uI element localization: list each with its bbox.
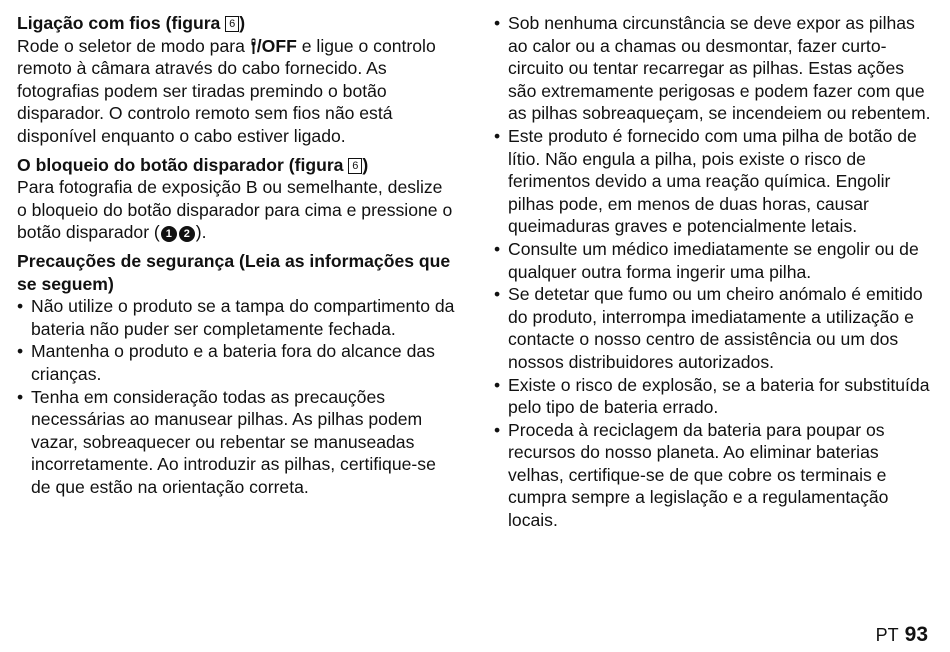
safety-section (17, 250, 457, 499)
lock-heading: O bloqueio do botão disparador (figura 6 ) (17, 154, 369, 175)
list-item: • Existe o risco de explosão, se a bateria for substituída pelo tipo de bateria errado. (494, 374, 934, 419)
list-item: • Este produto é fornecido com uma pilha de botão de lítio. Não engula a pilha, pois existe o risco de ferimentos devido a uma reação química. Engolir pilhas pode, em menos de duas horas, causar queimaduras graves e potencialmente letais. (494, 125, 934, 238)
list-item: • Proceda à reciclagem da bateria para poupar os recursos do nosso planeta. Ao eliminar baterias velhas, certifique-se de que cobre os terminais e cumpra sempre a legislação e a regulamentação locais. (494, 419, 934, 532)
figure-ref: 6 (225, 16, 239, 32)
safety-list-left (17, 295, 457, 498)
page-footer (876, 624, 928, 647)
wired-section (17, 12, 457, 148)
list-item: • Tenha em consideração todas as precauções necessárias ao manusear pilhas. As pilhas podem vazar, sobreaquecer ou rebentar se manuseadas incorretamente. Ao introduzir as pilhas, certifique-se de que estão na orientação correta. (17, 386, 457, 499)
lock-section (17, 154, 457, 244)
remote-mode-icon (250, 38, 257, 54)
list-item: • Sob nenhuma circunstância se deve expor as pilhas ao calor ou a chamas ou desmontar, fazer curto-circuito ou tentar recarregar as pilhas. Estas ações são extremamente perigosas e podem fazer com que as pilhas sobreaqueçam, se incendeiem ou rebentem. (494, 12, 934, 125)
step-1-icon: 1 (161, 226, 177, 242)
language-code: PT (875, 625, 899, 645)
list-item: • Consulte um médico imediatamente se engolir ou de qualquer outra forma ingerir uma pilha. (494, 238, 934, 283)
figure-ref: 6 (348, 158, 362, 174)
safety-list-right (494, 12, 934, 532)
page-number: 93 (904, 623, 928, 646)
list-item: • Mantenha o produto e a bateria fora do alcance das crianças. (17, 340, 457, 385)
list-item: • Não utilize o produto se a tampa do compartimento da bateria não puder ser completamente fechada. (17, 295, 457, 340)
wired-text: Rode o seletor de modo para /OFF e ligue o controlo remoto à câmara através do cabo fornecido. As fotografias podem ser tiradas premindo o botão disparador. O controlo remoto sem fios não está disponível enquanto o cabo estiver ligado. (17, 35, 436, 146)
left-column (17, 12, 457, 504)
lock-text: Para fotografia de exposição B ou semelhante, deslize o bloqueio do botão disparador para cima e pressione o botão disparador ( 1 2 ). (17, 177, 453, 243)
wired-heading: Ligação com fios (figura 6 ) (17, 13, 246, 33)
step-2-icon: 2 (179, 226, 195, 242)
right-column (494, 12, 934, 532)
list-item: • Se detetar que fumo ou um cheiro anómalo é emitido do produto, interrompa imediatamente a utilização e contacte o nosso centro de assistência ou um dos nossos distribuidores autorizados. (494, 283, 934, 373)
safety-heading: Precauções de segurança (Leia as informações que se seguem) (17, 250, 451, 294)
